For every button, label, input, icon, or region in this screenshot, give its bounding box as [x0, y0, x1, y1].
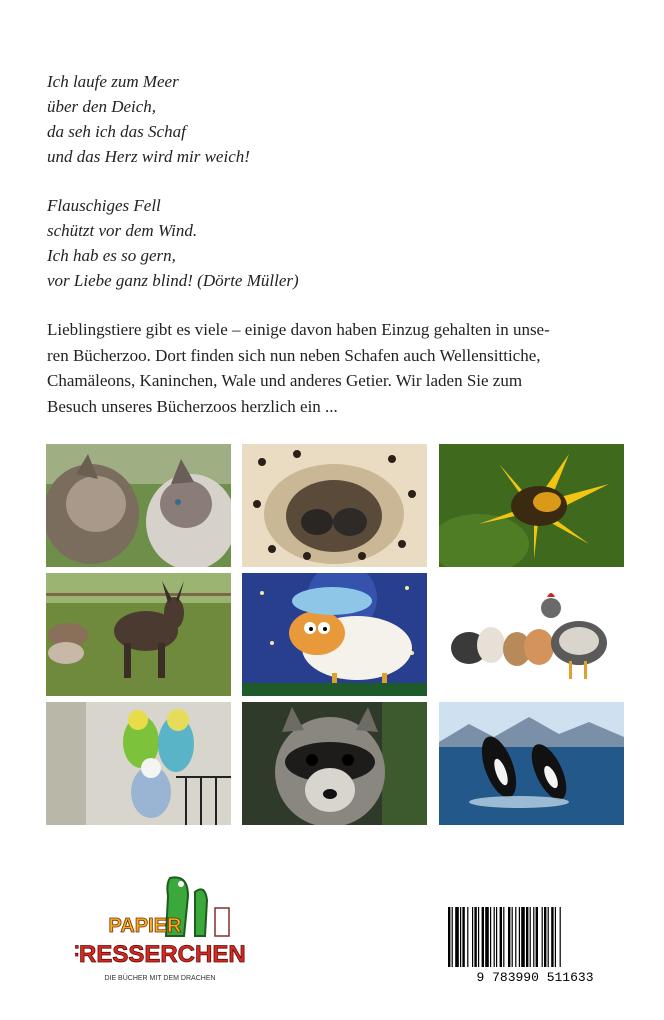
- barcode-bar: [494, 907, 495, 967]
- barcode-bar: [460, 907, 461, 967]
- barcode-bar: [478, 907, 479, 967]
- barcode-bar: [533, 907, 534, 967]
- barcode-bar: [530, 907, 531, 967]
- poem-line: da seh ich das Schaf: [47, 122, 186, 141]
- poem-line: Ich hab es so gern,: [47, 246, 176, 265]
- description-line: ren Bücherzoo. Dort finden sich nun neben Schafen auch Wellensittiche,: [47, 345, 541, 365]
- cartoon-sheep-illustration: [242, 573, 427, 696]
- poem-stanza-2: [47, 193, 299, 293]
- barcode-bar: [519, 907, 520, 967]
- barcode-bar: [482, 907, 484, 967]
- poem-line: Flauschiges Fell: [47, 196, 161, 215]
- donkey-and-sheep-photo: [46, 573, 231, 696]
- poem-line: und das Herz wird mir weich!: [47, 147, 250, 166]
- barcode-bar: [485, 907, 489, 967]
- poem-line: schützt vor dem Wind.: [47, 221, 198, 240]
- description-paragraph: [47, 317, 627, 419]
- barcode-bar: [496, 907, 497, 967]
- barcode-bar: [560, 907, 561, 967]
- barcode-bar: [455, 907, 459, 967]
- barcode-bar: [474, 907, 476, 967]
- logo-word-papier: PAPIER: [108, 915, 182, 937]
- budgies-photo: [46, 702, 231, 825]
- rats-in-basket-photo: [242, 444, 427, 567]
- barcode-bar: [512, 907, 513, 967]
- barcode-bar: [536, 907, 538, 967]
- poem-line: Ich laufe zum Meer: [47, 72, 179, 91]
- barcode-bar: [462, 907, 464, 967]
- poem-stanza-1: [47, 69, 250, 169]
- barcode-bar: [503, 907, 504, 967]
- description-line: Chamäleons, Kaninchen, Wale und anderes Getier. Wir laden Sie zum: [47, 371, 523, 390]
- barcode-bar: [542, 907, 543, 967]
- barcode-bar: [508, 907, 510, 967]
- description-line: Besuch unseres Bücherzoos herzlich ein ...: [47, 396, 338, 416]
- barcode-bar: [555, 907, 556, 967]
- barcode-bar: [551, 907, 553, 967]
- orcas-photo: [439, 702, 624, 825]
- barcode-bar: [467, 907, 468, 967]
- barcode-bar: [526, 907, 528, 967]
- description-line: Lieblingstiere gibt es viele – einige davon haben Einzug gehalten in unse-: [47, 320, 550, 339]
- barcode-bar: [452, 907, 453, 967]
- poem-line: vor Liebe ganz blind! (Dörte Müller): [47, 271, 299, 290]
- barcode-bar: [544, 907, 546, 967]
- barcode-bar: [472, 907, 473, 967]
- barcode-bar: [490, 907, 491, 967]
- barcode-bar: [500, 907, 502, 967]
- isbn-barcode: [440, 905, 630, 985]
- logo-tagline: DIE BÜCHER MIT DEM DRACHEN: [104, 975, 216, 982]
- raccoon-photo: [242, 702, 427, 825]
- publisher-logo: [75, 870, 245, 990]
- barcode-bar: [515, 907, 516, 967]
- barcode-bar: [448, 907, 450, 967]
- chickens-photo: [439, 573, 624, 696]
- barcode-bar: [521, 907, 525, 967]
- logo-word-fresserchen: FRESSERCHEN: [75, 941, 245, 968]
- bee-on-flower-photo: [439, 444, 624, 567]
- poem-line: über den Deich,: [47, 97, 157, 116]
- barcode-bar: [548, 907, 549, 967]
- cats-photo: [46, 444, 231, 567]
- barcode-number: 9 783990 511633: [476, 970, 594, 985]
